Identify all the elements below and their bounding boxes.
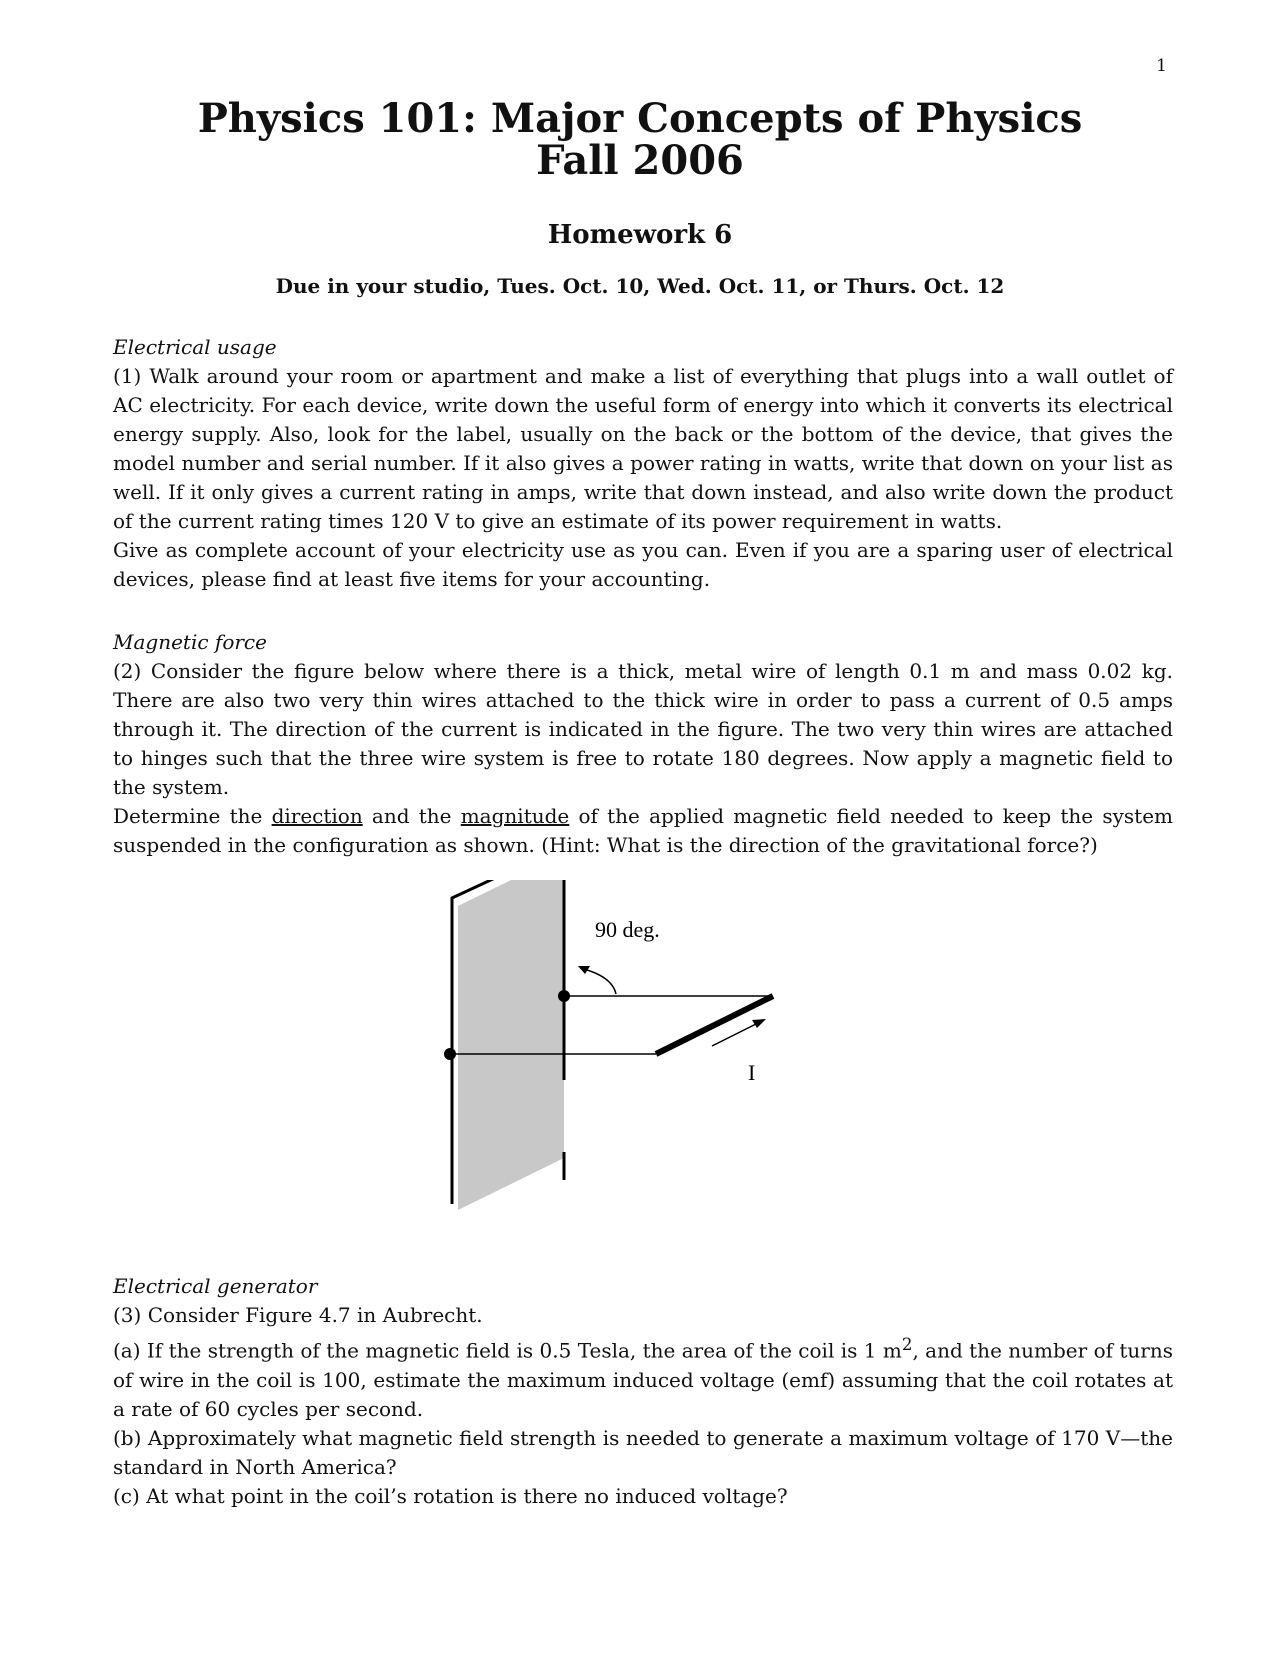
current-label: I (748, 1060, 756, 1085)
title-line-2: Fall 2006 (536, 137, 744, 184)
section-electrical-generator (113, 1272, 1173, 1511)
section-electrical-usage (113, 333, 1173, 594)
hinge-top (558, 990, 570, 1002)
hinge-bottom (444, 1048, 456, 1060)
homework-title: Homework 6 (547, 220, 733, 250)
wire-diagram (440, 880, 840, 1240)
underlined-direction: direction (271, 804, 363, 828)
question-text: and the (362, 804, 461, 828)
underlined-magnitude: magnitude (460, 804, 570, 828)
superscript: 2 (901, 1335, 913, 1354)
problem-3c: (c) At what point in the coil’s rotation is there no induced voltage? (113, 1483, 788, 1508)
section-heading: Electrical generator (113, 1274, 318, 1298)
wire-figure (440, 880, 840, 1240)
problem-2-question (113, 802, 1173, 860)
current-arrowhead (752, 1019, 766, 1028)
wall-panel (458, 880, 564, 1210)
question-text: Determine the (113, 804, 272, 828)
title-line-1: Physics 101: Major Concepts of Physics (197, 95, 1083, 142)
section-magnetic-force (113, 628, 1173, 860)
problem-3a-text-cont: , and the number of turns of wire in the coil is 100, estimate the maximum induced voltage (emf) assuming that the coil rotates at a rate of 60 cycles per second. (113, 1338, 1174, 1421)
problem-3a (113, 1330, 1173, 1424)
problem-1-text: (1) Walk around your room or apartment and make a list of everything that plugs into a wall outlet of AC electricity. For each device, write down the useful form of energy into which it converts its electrical energy supply. Also, look for the label, usually on the back or the bottom of the device, that gives the model number and serial number. If it also gives a power rating in watts, write that down on your list as well. If it only gives a current rating in amps, write that down instead, and also write down the product of the current rating times 120 V to give an estimate of its power requirement in watts. (113, 364, 1173, 533)
problem-3-intro: (3) Consider Figure 4.7 in Aubrecht. (113, 1303, 483, 1327)
angle-label: 90 deg. (595, 917, 660, 942)
section-heading: Electrical usage (113, 335, 277, 359)
problem-2-text: (2) Consider the figure below where there is a thick, metal wire of length 0.1 m and mass 0.02 kg. There are also two very thin wires attached to the thick wire in order to pass a current of 0.5 amps through it. The direction of the current is indicated in the figure. The two very thin wires are attached to hinges such that the three wire system is free to rotate 180 degrees. Now apply a magnetic field to the system. (113, 659, 1173, 799)
page-title (0, 95, 1280, 184)
section-heading: Magnetic force (113, 630, 267, 654)
problem-3a-text: (a) If the strength of the magnetic field is 0.5 Tesla, the area of the coil is 1 m (113, 1338, 902, 1363)
problem-3b: (b) Approximately what magnetic field strength is needed to generate a maximum voltage of 170 V—the standard in North America? (113, 1425, 1173, 1479)
due-date-line: Due in your studio, Tues. Oct. 10, Wed. Oct. 11, or Thurs. Oct. 12 (275, 274, 1005, 298)
question-text: of the applied magnetic field needed to keep the system suspended in the configuration as shown. (Hint: What is the direction of the gravitational force?) (113, 804, 1174, 857)
page-number: 1 (1156, 56, 1167, 76)
problem-1-note: Give as complete account of your electricity use as you can. Even if you are a sparing user of electrical devices, please find at least five items for your accounting. (113, 538, 1173, 591)
